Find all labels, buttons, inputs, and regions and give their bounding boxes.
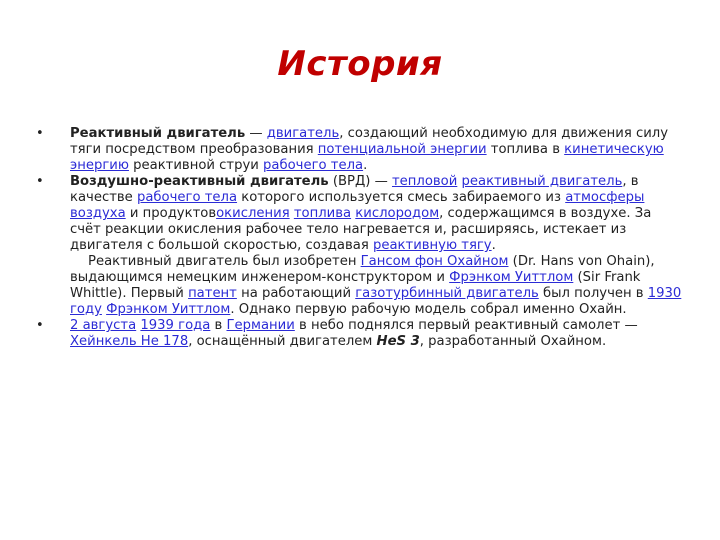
link-patent[interactable]: патент: [188, 286, 237, 301]
text: топлива в: [486, 142, 565, 157]
link-frank-whittle-2[interactable]: Фрэнком Уиттлом: [106, 302, 231, 317]
text: в: [210, 318, 227, 333]
text: , разработанный Охайном.: [419, 334, 607, 349]
bullet-icon: •: [36, 126, 44, 141]
paragraph-invention: [36, 254, 684, 318]
link-1930[interactable]: 1930 году: [70, 286, 682, 317]
slide-content: [36, 126, 684, 350]
link-potential-energy[interactable]: потенциальной энергии: [317, 142, 487, 157]
link-gas-turbine-engine[interactable]: газотурбинный двигатель: [355, 286, 539, 301]
link-oxidation[interactable]: окисления: [216, 206, 290, 221]
text: . Однако первую рабочую модель собрал именно Охайн.: [230, 302, 627, 317]
bullet-item-jet-engine: [36, 126, 684, 174]
engine-model-hes3: HeS 3: [376, 334, 420, 349]
bullet-item-first-flight: [36, 318, 684, 350]
text: —: [245, 126, 267, 141]
bullet-icon: •: [36, 174, 44, 189]
link-hans-von-ohain[interactable]: Гансом фон Охайном: [360, 254, 509, 269]
text: , в качестве: [70, 174, 639, 205]
text: в небо поднялся первый реактивный самолет —: [294, 318, 638, 333]
text: реактивной струи: [128, 158, 264, 173]
link-jet-thrust[interactable]: реактивную тягу: [372, 238, 492, 253]
link-air[interactable]: воздуха: [70, 206, 126, 221]
link-working-body[interactable]: рабочего тела: [136, 190, 238, 205]
link-germany[interactable]: Германии: [226, 318, 295, 333]
text: .: [363, 158, 368, 173]
link-august-2[interactable]: 2 августа: [70, 318, 137, 333]
text: на работающий: [236, 286, 356, 301]
link-jet-engine[interactable]: реактивный двигатель: [461, 174, 623, 189]
link-1939[interactable]: 1939 года: [140, 318, 211, 333]
bullet-item-air-jet-engine: [36, 174, 684, 254]
bullet-icon: •: [36, 318, 44, 333]
text: (ВРД) —: [328, 174, 392, 189]
link-fuel[interactable]: топлива: [293, 206, 352, 221]
text: , оснащённый двигателем: [188, 334, 377, 349]
text: (Dr. Hans von Ohain), выдающимся немецким инженером-конструктором и: [70, 254, 655, 285]
text: (Sir Frank Whittle). Первый: [70, 270, 641, 301]
link-frank-whittle[interactable]: Фрэнком Уиттлом: [449, 270, 574, 285]
term-air-jet-engine: Воздушно-реактивный двигатель: [70, 174, 329, 189]
text: и продуктов: [125, 206, 217, 221]
slide-title: История: [277, 44, 443, 84]
text: .: [491, 238, 496, 253]
link-heinkel-he-178[interactable]: Хейнкель He 178: [70, 334, 189, 349]
link-oxygen[interactable]: кислородом: [355, 206, 440, 221]
text: Реактивный двигатель был изобретен: [88, 254, 361, 269]
text: был получен в: [538, 286, 648, 301]
link-kinetic-energy[interactable]: кинетическую энергию: [70, 142, 664, 173]
link-engine[interactable]: двигатель: [266, 126, 340, 141]
text: которого используется смесь забираемого из: [237, 190, 566, 205]
text: , создающий необходимую для движения силу тяги посредством преобразования: [70, 126, 669, 157]
link-atmosphere[interactable]: атмосферы: [565, 190, 645, 205]
link-working-body[interactable]: рабочего тела: [263, 158, 364, 173]
link-thermal[interactable]: тепловой: [391, 174, 458, 189]
term-jet-engine: Реактивный двигатель: [70, 126, 246, 141]
text: , содержащимся в воздухе. За счёт реакции окисления рабочее тело нагревается и, расширяясь, истекает из двигателя с большой скоростью, создавая: [70, 206, 652, 253]
